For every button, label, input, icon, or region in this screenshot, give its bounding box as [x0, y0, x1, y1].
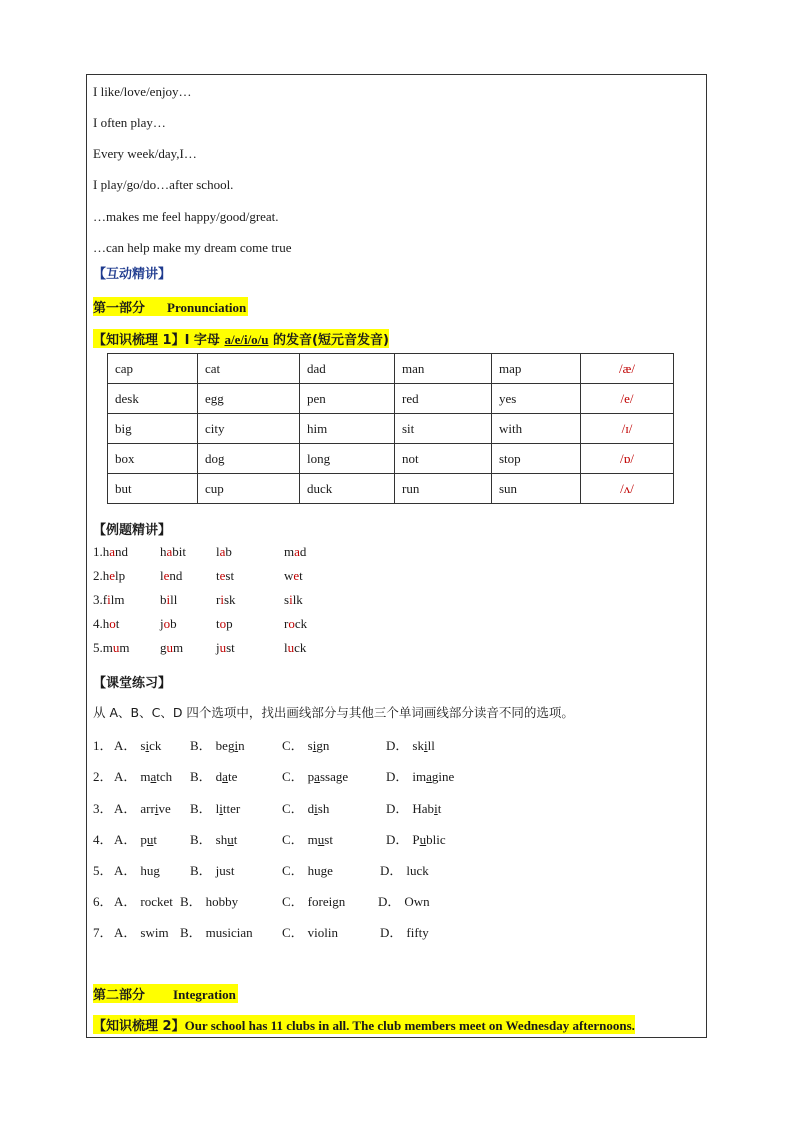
example-word [160, 616, 177, 632]
example-word-part: j [160, 616, 164, 631]
option-letter: A． [114, 801, 137, 816]
example-word-part: d [299, 544, 307, 559]
phoneme-symbol: /ʌ/ [581, 474, 674, 504]
example-vowel: u [166, 640, 173, 655]
example-word-part: j [216, 640, 220, 655]
question-option [190, 829, 237, 848]
example-vowel: o [163, 616, 171, 631]
option-word-part: s [307, 738, 313, 753]
option-word-part: foreign [307, 894, 346, 909]
example-vowel: o [109, 616, 116, 631]
example-word-part: ck [294, 616, 308, 631]
option-underlined: u [227, 832, 234, 847]
phonics-word: map [492, 354, 581, 384]
example-word-part: h [160, 544, 167, 559]
example-vowel: i [107, 592, 111, 607]
example-word [216, 592, 236, 608]
option-letter: D． [386, 738, 409, 753]
phonics-word: duck [300, 474, 395, 504]
option-letter: B． [180, 925, 202, 940]
example-word-part: st [226, 640, 235, 655]
question-option [282, 860, 333, 879]
question-option [386, 766, 454, 785]
example-word [160, 568, 182, 584]
phonics-word: stop [492, 444, 581, 474]
option-word-part: hobby [205, 894, 239, 909]
option-word-part: p [140, 832, 147, 847]
phonics-word: big [108, 414, 198, 444]
question-option [114, 798, 171, 817]
example-number: 2. [93, 568, 103, 583]
option-word-part: tter [222, 801, 241, 816]
question-number: 1． [93, 738, 113, 753]
intro-line: I play/go/do…after school. [93, 177, 234, 192]
example-number: 4. [93, 616, 103, 631]
option-letter: A． [114, 863, 137, 878]
option-letter: A． [114, 832, 137, 847]
question-option [282, 735, 329, 754]
example-word-part: m [119, 640, 130, 655]
option-letter: D． [386, 801, 409, 816]
question-option [180, 922, 253, 941]
option-letter: B． [190, 769, 212, 784]
option-word-part: beg [215, 738, 235, 753]
option-letter: C． [282, 832, 304, 847]
question-option [114, 891, 173, 910]
example-word [93, 592, 124, 608]
example-word [216, 544, 232, 560]
intro-line: Every week/day,I… [93, 146, 197, 161]
example-word-part: f [102, 592, 108, 607]
option-underlined: a [150, 769, 157, 784]
example-word [284, 544, 306, 560]
option-word-part: P [412, 832, 420, 847]
example-word-part: nd [169, 568, 183, 583]
question-option [114, 766, 172, 785]
intro-line: …makes me feel happy/good/great. [93, 209, 279, 224]
phonics-table [107, 353, 674, 504]
phonics-word: him [300, 414, 395, 444]
example-number: 5. [93, 640, 103, 655]
option-word-part: just [215, 863, 235, 878]
example-word [93, 640, 130, 656]
option-letter: B． [190, 863, 212, 878]
example-word-part: h [102, 544, 110, 559]
example-number: 3. [93, 592, 103, 607]
option-letter: D． [386, 832, 409, 847]
question-option [190, 766, 237, 785]
phonics-row [108, 414, 674, 444]
option-underlined: u [146, 832, 154, 847]
option-letter: C． [282, 801, 304, 816]
option-word-part: d [215, 769, 223, 784]
phonics-row [108, 474, 674, 504]
question-number: 2． [93, 769, 113, 784]
phonics-word: long [300, 444, 395, 474]
question-option [190, 860, 234, 879]
option-underlined: i [145, 738, 150, 753]
example-word [160, 592, 177, 608]
option-word-part: luck [406, 863, 429, 878]
option-underlined: i [434, 801, 438, 816]
question-number: 5． [93, 863, 113, 878]
phonics-word: egg [198, 384, 300, 414]
phonics-word: cap [108, 354, 198, 384]
option-word-part: st [324, 832, 333, 847]
section-examples-heading: 【例题精讲】 [93, 523, 172, 538]
option-underlined: a [426, 769, 432, 784]
option-letter: C． [282, 894, 304, 909]
example-vowel: i [220, 592, 224, 607]
question-number: 6． [93, 894, 113, 909]
option-word-part: m [307, 832, 318, 847]
option-word-part: ck [149, 738, 162, 753]
phonics-word: city [198, 414, 300, 444]
example-word-part: p [226, 616, 233, 631]
example-vowel: a [219, 544, 226, 559]
example-vowel: u [112, 640, 120, 655]
question-option [282, 798, 329, 817]
option-word-part: Hab [412, 801, 435, 816]
phonics-word: dog [198, 444, 300, 474]
example-vowel: a [294, 544, 300, 559]
knowledge1-letters: a/e/i/o/u [224, 332, 269, 347]
example-word-part: ck [294, 640, 307, 655]
example-word-part: h [102, 616, 110, 631]
question-number: 3． [93, 801, 113, 816]
example-vowel: e [293, 568, 300, 583]
part1-en: Pronunciation [167, 300, 247, 315]
intro-line: I like/love/enjoy… [93, 84, 192, 99]
example-word-part: l [216, 544, 220, 559]
part1-heading [93, 297, 248, 316]
option-word-part: l [215, 801, 220, 816]
example-vowel: i [289, 592, 293, 607]
example-word-part: t [115, 616, 120, 631]
example-word [216, 640, 235, 656]
example-word [216, 616, 233, 632]
example-word-part: m [102, 640, 113, 655]
example-word-part: g [160, 640, 167, 655]
option-underlined: a [314, 769, 320, 784]
example-word-part: m [173, 640, 184, 655]
example-word-part: m [284, 544, 295, 559]
section-interactive-heading: 【互动精讲】 [93, 267, 172, 282]
option-letter: B． [190, 738, 212, 753]
knowledge1-prefix: 【知识梳理 1】I 字母 [93, 333, 225, 348]
option-letter: D． [378, 894, 401, 909]
option-letter: B． [180, 894, 202, 909]
example-word-part: h [102, 568, 110, 583]
phonics-row [108, 444, 674, 474]
example-number: 1. [93, 544, 103, 559]
option-word-part: t [437, 801, 442, 816]
example-word [160, 640, 183, 656]
option-word-part: gine [431, 769, 455, 784]
part2-cn: 第二部分 [93, 988, 146, 1003]
option-word-part: fifty [406, 925, 429, 940]
example-word-part: lk [292, 592, 303, 607]
phonics-word: dad [300, 354, 395, 384]
phonics-row [108, 384, 674, 414]
option-word-part: im [412, 769, 427, 784]
option-letter: C． [282, 738, 304, 753]
phoneme-symbol: /ɒ/ [581, 444, 674, 474]
option-word-part: swim [140, 925, 169, 940]
example-word [284, 616, 307, 632]
example-word-part: lp [115, 568, 126, 583]
option-letter: C． [282, 863, 304, 878]
example-word [160, 544, 186, 560]
option-underlined: i [312, 738, 317, 753]
example-word-part: nd [115, 544, 129, 559]
example-word-part: st [225, 568, 235, 583]
example-word-part: b [225, 544, 232, 559]
option-word-part: n [238, 738, 245, 753]
option-letter: B． [190, 832, 212, 847]
knowledge2-heading [93, 1015, 635, 1034]
phonics-word: cup [198, 474, 300, 504]
part1-cn: 第一部分 [93, 301, 146, 316]
option-letter: A． [114, 769, 137, 784]
phoneme-symbol: /æ/ [581, 354, 674, 384]
option-word-part: d [307, 801, 315, 816]
example-word [284, 592, 303, 608]
option-word-part: musician [205, 925, 253, 940]
option-word-part: p [307, 769, 315, 784]
example-word [93, 568, 125, 584]
option-word-part: sh [317, 801, 330, 816]
option-word-part: hug [140, 863, 160, 878]
option-word-part: ssage [319, 769, 349, 784]
option-word-part: sh [215, 832, 228, 847]
option-word-part: Own [404, 894, 430, 909]
option-word-part: huge [307, 863, 333, 878]
section-practice-heading: 【课堂练习】 [93, 676, 172, 691]
knowledge2-text: Our school has 11 clubs in all. The club members meet on Wednesday afternoons. [184, 1018, 635, 1033]
part2-heading [93, 984, 238, 1003]
option-word-part: tch [156, 769, 173, 784]
phonics-word: sit [395, 414, 492, 444]
question-option [386, 735, 435, 754]
example-word-part: t [216, 616, 220, 631]
example-vowel: e [163, 568, 170, 583]
option-word-part: arr [140, 801, 155, 816]
intro-line: …can help make my dream come true [93, 240, 292, 255]
example-word-part: w [284, 568, 294, 583]
question-option [282, 891, 345, 910]
example-word-part: bit [172, 544, 187, 559]
example-vowel: a [109, 544, 116, 559]
example-word [93, 616, 119, 632]
question-option [282, 829, 333, 848]
option-underlined: u [317, 832, 325, 847]
option-letter: A． [114, 738, 137, 753]
question-option [380, 860, 429, 879]
example-vowel: o [288, 616, 295, 631]
question-option [114, 860, 160, 879]
question-option [114, 922, 169, 941]
option-letter: A． [114, 894, 137, 909]
option-word-part: ve [158, 801, 171, 816]
example-word-part: t [299, 568, 303, 583]
option-letter: D． [386, 769, 409, 784]
question-option [380, 922, 429, 941]
phonics-word: run [395, 474, 492, 504]
example-word-part: ll [170, 592, 178, 607]
question-option [114, 735, 161, 754]
example-word-part: r [216, 592, 221, 607]
example-vowel: u [287, 640, 295, 655]
question-option [386, 829, 446, 848]
option-word-part: violin [307, 925, 339, 940]
phoneme-symbol: /ɪ/ [581, 414, 674, 444]
option-word-part: ll [427, 738, 435, 753]
question-option [190, 735, 245, 754]
option-underlined: i [314, 801, 318, 816]
phonics-word: desk [108, 384, 198, 414]
practice-instruction: 从 A、B、C、D 四个选项中，找出画线部分与其他三个单词画线部分读音不同的选项。 [93, 705, 574, 720]
phonics-word: with [492, 414, 581, 444]
example-word [284, 568, 303, 584]
option-word-part: t [153, 832, 158, 847]
option-word-part: gn [316, 738, 330, 753]
phonics-word: sun [492, 474, 581, 504]
example-vowel: e [109, 568, 116, 583]
example-vowel: a [166, 544, 173, 559]
option-word-part: m [140, 769, 151, 784]
phonics-word: pen [300, 384, 395, 414]
example-word-part: l [284, 640, 288, 655]
example-vowel: i [166, 592, 171, 607]
example-word [216, 568, 234, 584]
phonics-word: not [395, 444, 492, 474]
option-letter: D． [380, 863, 403, 878]
phonics-word: yes [492, 384, 581, 414]
question-option [282, 766, 348, 785]
question-option [378, 891, 430, 910]
phonics-word: box [108, 444, 198, 474]
question-option [180, 891, 238, 910]
example-vowel: e [219, 568, 226, 583]
option-underlined: a [222, 769, 228, 784]
question-option [114, 829, 157, 848]
example-vowel: u [219, 640, 227, 655]
example-word [93, 544, 128, 560]
question-number: 7． [93, 925, 113, 940]
option-underlined: i [234, 738, 239, 753]
phonics-word: red [395, 384, 492, 414]
example-word-part: lm [110, 592, 125, 607]
option-word-part: blic [426, 832, 446, 847]
example-word-part: l [160, 568, 164, 583]
question-option [386, 798, 441, 817]
intro-line: I often play… [93, 115, 166, 130]
example-word-part: s [284, 592, 290, 607]
option-word-part: te [227, 769, 238, 784]
example-word-part: t [216, 568, 220, 583]
phonics-word: but [108, 474, 198, 504]
phonics-word: cat [198, 354, 300, 384]
option-word-part: rocket [140, 894, 173, 909]
example-word-part: r [284, 616, 289, 631]
example-word-part: b [160, 592, 167, 607]
example-word [284, 640, 306, 656]
option-letter: B． [190, 801, 212, 816]
example-word-part: sk [223, 592, 236, 607]
option-letter: C． [282, 925, 304, 940]
option-word-part: t [233, 832, 238, 847]
example-vowel: o [219, 616, 227, 631]
option-letter: A． [114, 925, 137, 940]
option-word-part: s [140, 738, 146, 753]
option-underlined: i [219, 801, 223, 816]
phonics-row [108, 354, 674, 384]
option-underlined: u [419, 832, 427, 847]
phoneme-symbol: /e/ [581, 384, 674, 414]
option-letter: D． [380, 925, 403, 940]
option-word-part: sk [412, 738, 424, 753]
knowledge1-suffix: 的发音(短元音发音) [268, 333, 389, 348]
question-option [190, 798, 240, 817]
question-number: 4． [93, 832, 113, 847]
option-underlined: i [423, 738, 428, 753]
part2-en: Integration [173, 987, 236, 1002]
option-letter: C． [282, 769, 304, 784]
option-underlined: i [154, 801, 159, 816]
knowledge1-heading [93, 329, 389, 348]
phonics-word: man [395, 354, 492, 384]
question-option [282, 922, 338, 941]
example-word-part: b [170, 616, 177, 631]
knowledge2-prefix: 【知识梳理 2】 [93, 1019, 185, 1034]
